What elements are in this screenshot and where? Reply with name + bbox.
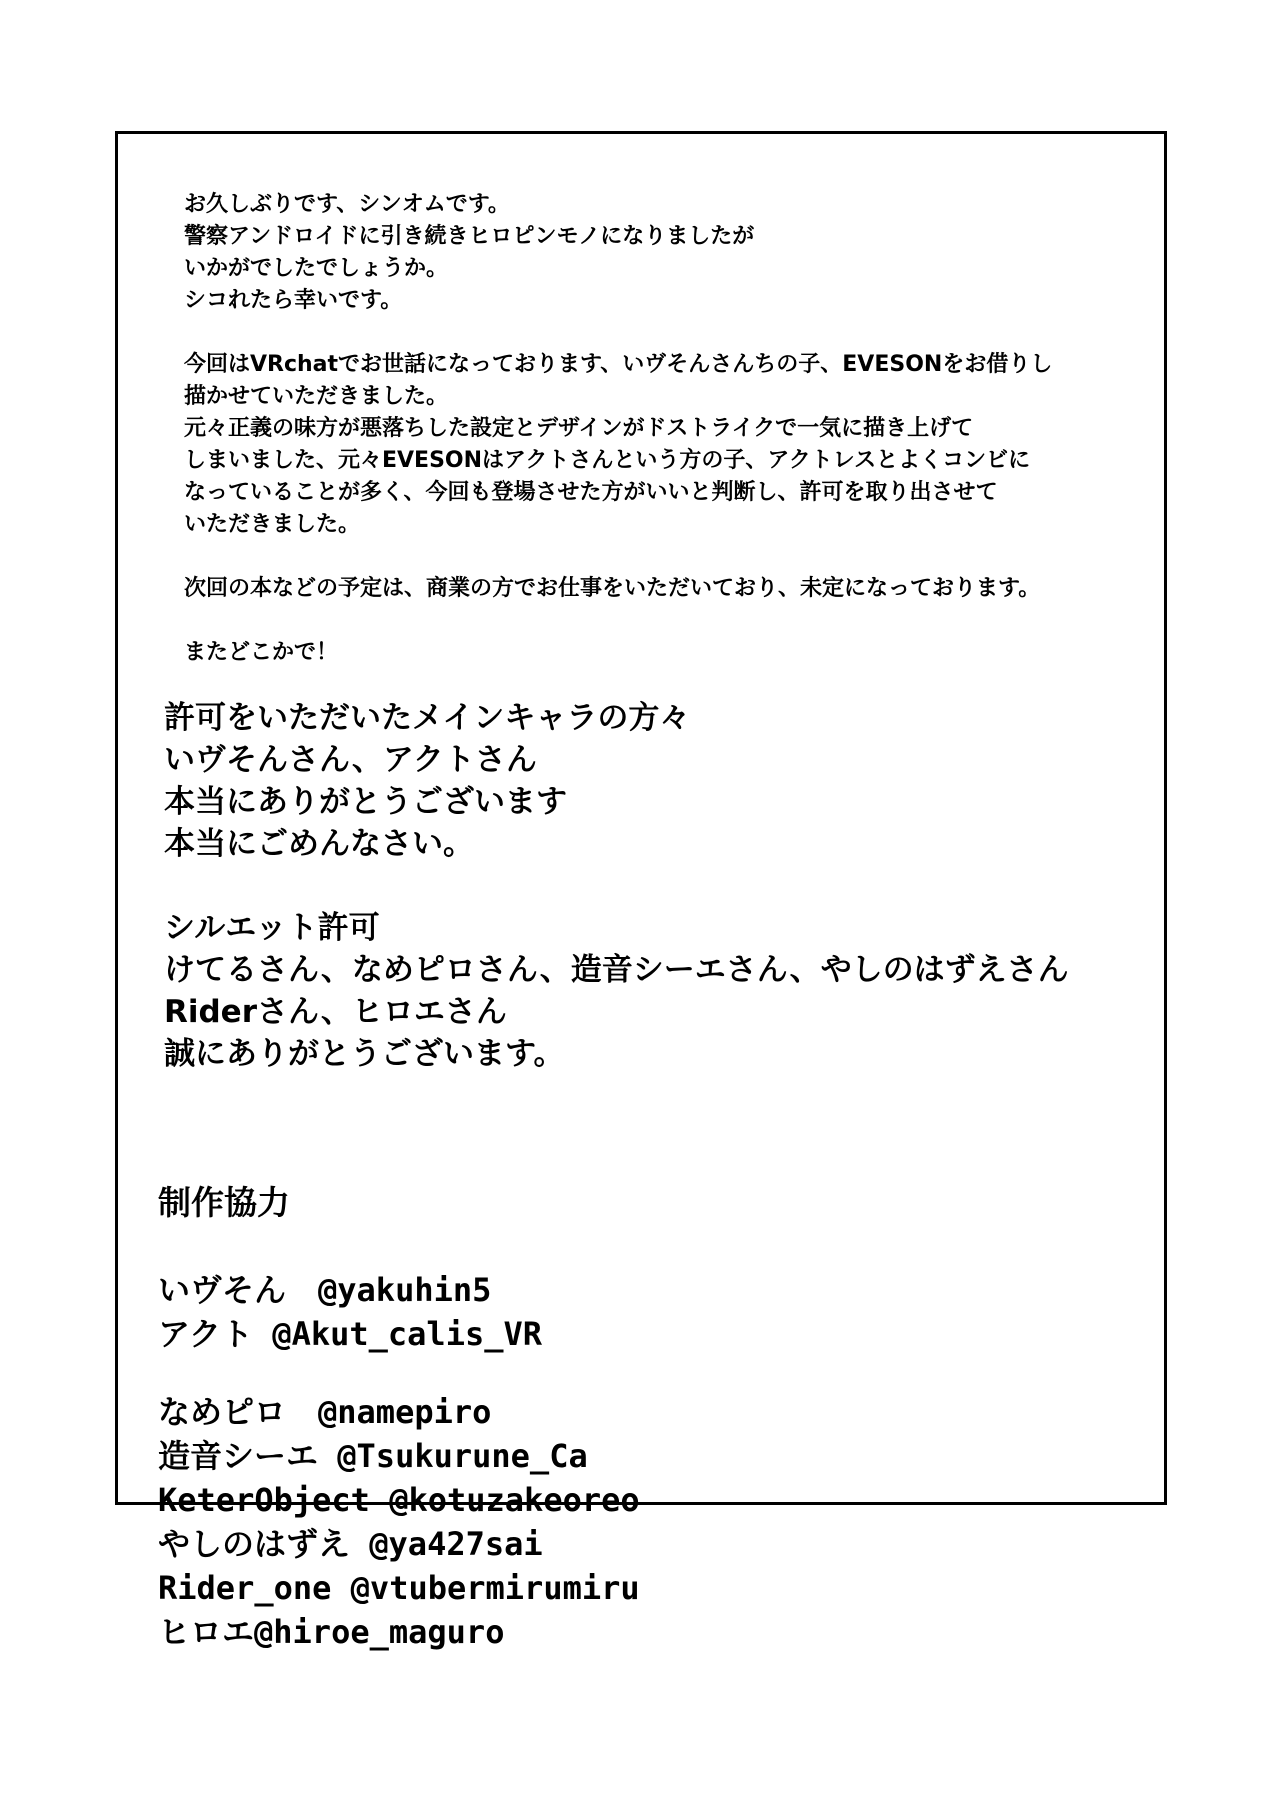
silhouette-thanks [164,907,1144,1075]
credits-list [158,1268,1138,1688]
afterword-line: 元々正義の味方が悪落ちした設定とデザインがドストライクで一気に描き上げて [184,416,974,441]
thanks-line: 誠にありがとうございます。 [164,1036,565,1072]
afterword-line: 描かせていただきました。 [184,384,449,409]
afterword-line: 警察アンドロイドに引き続きヒロピンモノになりましたが [184,224,755,249]
afterword-paragraph [184,573,1144,605]
credit-entry: KeterObject @kotuzakeoreo [158,1481,640,1519]
afterword-paragraph [184,637,1144,669]
afterword-line: 今回はVRchatでお世話になっております、いヴそんさんちの子、EVESONをお借りし [184,352,1053,377]
thanks-line: 本当にごめんなさい。 [164,826,474,862]
credits-heading: 制作協力 [158,1183,290,1222]
credits-group [158,1268,1138,1356]
credit-entry: Rider_one @vtubermirumiru [158,1569,640,1607]
afterword-paragraph [184,349,1144,541]
afterword-paragraph [184,189,1144,317]
thanks-section [164,697,1144,1117]
credit-entry: やしのはずえ @ya427sai [158,1525,543,1563]
afterword-line: なっていることが多く、今回も登場させた方がいいと判断し、許可を取り出させて [184,480,998,505]
credit-entry: アクト @Akut_calis_VR [158,1315,543,1353]
afterword-line: お久しぶりです、シンオムです。 [184,192,510,217]
afterword-line: いかがでしたでしょうか。 [184,256,449,281]
afterword-line: シコれたら幸いです。 [184,288,403,313]
credits-group [158,1390,1138,1654]
credit-entry: ヒロエ@hiroe_maguro [158,1613,505,1651]
credit-entry: なめピロ @namepiro [158,1393,492,1431]
thanks-line: 本当にありがとうございます [164,784,567,820]
credit-entry: いヴそん @yakuhin5 [158,1271,492,1309]
main-character-thanks [164,697,1144,865]
thanks-line: 許可をいただいたメインキャラの方々 [164,700,691,736]
thanks-line: シルエット許可 [164,910,380,946]
afterword-line: しまいました、元々EVESONはアクトさんという方の子、アクトレスとよくコンビに [184,448,1031,473]
afterword-line: 次回の本などの予定は、商業の方でお仕事をいただいており、未定になっております。 [184,576,1041,601]
afterword-line: またどこかで！ [184,640,339,665]
thanks-line: Riderさん、ヒロエさん [164,994,507,1030]
afterword-line: いただきました。 [184,512,361,537]
thanks-line: いヴそんさん、アクトさん [164,742,537,778]
afterword-message [184,189,1144,669]
credit-entry: 造音シーエ @Tsukurune_Ca [158,1437,588,1475]
thanks-line: けてるさん、なめピロさん、造音シーエさん、やしのはずえさん [164,952,1069,988]
